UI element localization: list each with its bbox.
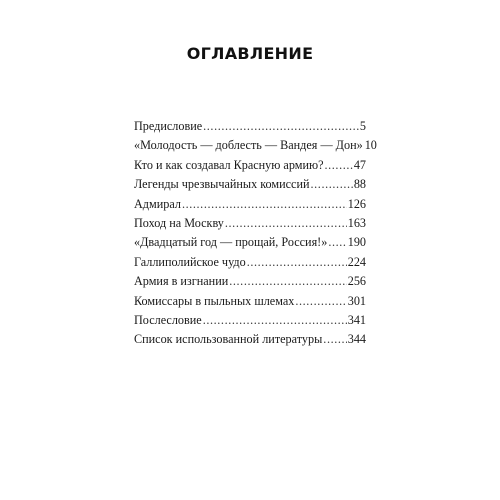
- toc-page-number: 301: [347, 293, 366, 308]
- toc-entry-title: Список использованной литературы: [134, 332, 323, 347]
- dot-leader: [311, 175, 353, 194]
- dot-leader: [203, 117, 359, 136]
- toc-entry-title: «Двадцатый год — прощай, Россия!»: [134, 235, 328, 250]
- dot-leader: [324, 156, 352, 175]
- page-title: ОГЛАВЛЕНИЕ: [186, 43, 314, 63]
- toc-entry-title: Предисловие: [134, 119, 203, 133]
- toc-entry-title: Кто и как создавал Красную армию?: [134, 157, 324, 172]
- toc-page-number: 163: [347, 215, 366, 230]
- dot-leader: [323, 330, 346, 349]
- toc-page-number: 5: [359, 119, 366, 133]
- toc-entry-title: «Молодость — доблесть — Вандея — Дон»: [134, 138, 363, 153]
- dot-leader: [225, 214, 347, 233]
- toc-entry: [134, 136, 377, 155]
- dot-leader: [203, 311, 347, 330]
- dot-leader: [182, 195, 347, 214]
- toc-entry-title: Послесловие: [134, 312, 202, 327]
- toc-page-number: 47: [353, 157, 366, 172]
- toc-entry-title: Легенды чрезвычайных комиссий: [134, 177, 310, 192]
- toc-entry: [134, 175, 366, 194]
- toc-entry-title: Комиссары в пыльных шлемах: [134, 293, 295, 308]
- dot-leader: [328, 233, 346, 252]
- toc-page-number: 10: [364, 138, 377, 153]
- table-of-contents: [134, 117, 377, 350]
- toc-page-number: 190: [347, 235, 366, 250]
- toc-page-number: 126: [347, 196, 366, 211]
- toc-entry: [134, 195, 366, 214]
- dot-leader: [229, 272, 346, 291]
- toc-page-number: 344: [347, 332, 366, 347]
- toc-entry: [134, 292, 366, 311]
- toc-entry-title: Адмирал: [134, 196, 181, 211]
- toc-entry: [134, 233, 366, 252]
- toc-entry: [134, 156, 366, 175]
- toc-entry: [134, 214, 366, 233]
- toc-entry-title: Поход на Москву: [134, 215, 224, 230]
- dot-leader: [295, 292, 346, 311]
- toc-page-number: 341: [347, 312, 366, 327]
- toc-entry-title: Армия в изгнании: [134, 274, 229, 289]
- toc-page-number: 256: [347, 274, 366, 289]
- toc-entry-title: Галлиполийское чудо: [134, 254, 246, 269]
- toc-entry: [134, 311, 366, 330]
- toc-page-number: 88: [353, 177, 366, 192]
- toc-entry: [134, 272, 366, 291]
- toc-entry: [134, 253, 366, 272]
- toc-entry: [134, 330, 366, 349]
- toc-entry: [134, 117, 366, 136]
- dot-leader: [247, 253, 347, 272]
- toc-page-number: 224: [347, 254, 366, 269]
